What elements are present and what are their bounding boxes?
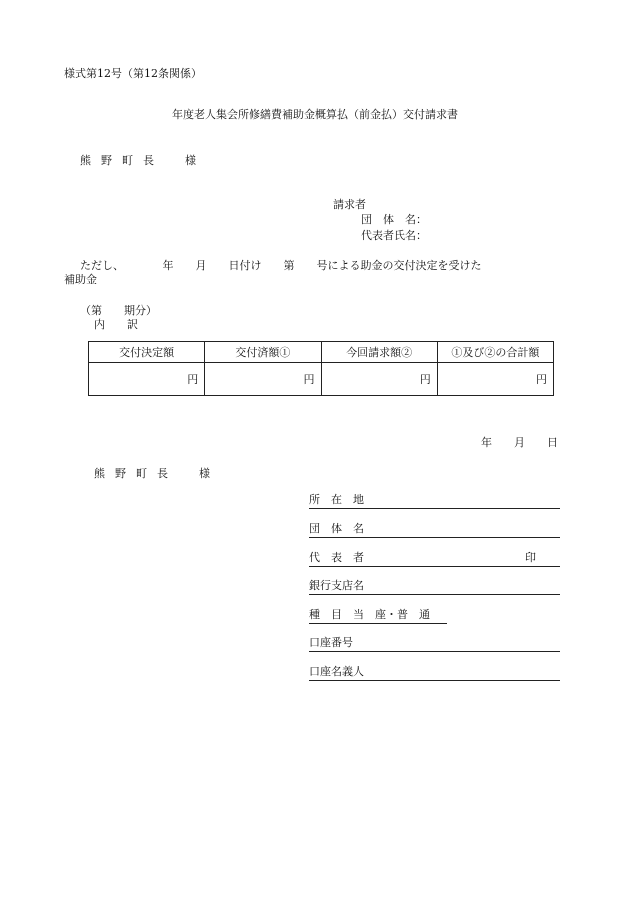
address-field[interactable] xyxy=(309,494,560,509)
account-holder-field[interactable] xyxy=(309,666,560,681)
header-request-amount: 今回請求額② xyxy=(321,342,437,363)
requester-rep-label: 代表者氏名： xyxy=(361,229,427,242)
form-number: 様式第12号（第12条関係） xyxy=(64,67,202,80)
account-number-field[interactable] xyxy=(309,637,560,652)
address-label: 所 在 地 xyxy=(309,493,364,506)
header-decision-amount: 交付決定額 xyxy=(89,342,205,363)
addressee-bottom: 熊野町長 様 xyxy=(94,467,220,480)
requester-label: 請求者 xyxy=(333,198,366,211)
period-label: （第 期分） xyxy=(80,304,157,317)
table-header-row xyxy=(89,342,554,363)
account-type-label: 種 目 当 座・普 通 xyxy=(309,608,430,621)
header-paid-amount: 交付済額① xyxy=(205,342,321,363)
statement-line-1: ただし、 年 月 日付け 第 号による助金の交付決定を受けた xyxy=(80,259,482,272)
representative-field[interactable] xyxy=(309,552,560,567)
addressee-top: 熊野町長 様 xyxy=(80,154,206,167)
header-total-amount: ①及び②の合計額 xyxy=(437,342,553,363)
account-type-field[interactable] xyxy=(309,609,447,624)
org-name-field[interactable] xyxy=(309,523,560,538)
requester-org-label: 団 体 名： xyxy=(361,213,427,226)
document-title: 年度老人集会所修繕費補助金概算払（前金払）交付請求書 xyxy=(172,108,458,121)
cell-total-amount[interactable]: 円 xyxy=(437,363,553,396)
statement-line-2: 補助金 xyxy=(64,273,97,286)
account-holder-label: 口座名義人 xyxy=(309,665,364,678)
seal-mark: 印 xyxy=(525,551,536,564)
bank-branch-label: 銀行支店名 xyxy=(309,579,364,592)
bank-branch-field[interactable] xyxy=(309,580,560,595)
cell-paid-amount[interactable]: 円 xyxy=(205,363,321,396)
date-line: 年 月 日 xyxy=(481,436,558,449)
org-name-label: 団 体 名 xyxy=(309,522,364,535)
representative-label: 代 表 者 xyxy=(309,551,364,564)
amount-table xyxy=(88,341,554,396)
cell-decision-amount[interactable]: 円 xyxy=(89,363,205,396)
table-row xyxy=(89,363,554,396)
breakdown-label: 内 訳 xyxy=(94,318,138,331)
account-number-label: 口座番号 xyxy=(309,636,353,649)
cell-request-amount[interactable]: 円 xyxy=(321,363,437,396)
